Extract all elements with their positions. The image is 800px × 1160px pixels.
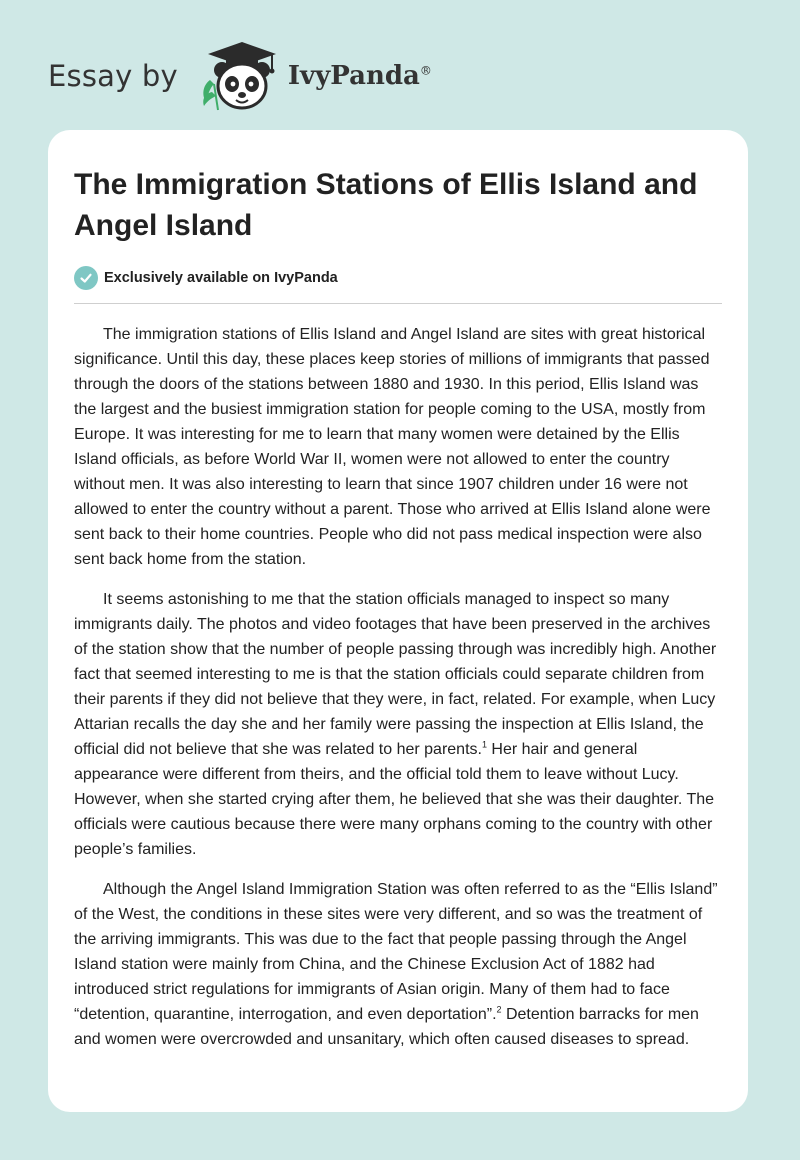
checkmark-icon: [74, 266, 98, 290]
paragraph-text: Detention barracks for men and women were overcrowded and unsanitary, which often caused diseases to spread.: [74, 1006, 699, 1048]
paragraph-text: Although the Angel Island Immigration Station was often referred to as the “Ellis Island” of the West, the conditions in these sites were very different, and so was the treatment of the arriving immigrants. This was due to the fact that people passing through the Angel Island station were mainly from China, and the Chinese Exclusion Act of 1882 had introduced strict regulations for immigrants of Asian origin. Many of them had to face “detention, quarantine, interrogation, and even deportation”.: [74, 881, 718, 1023]
panda-mascot-icon: [192, 40, 282, 112]
essay-title: The Immigration Stations of Ellis Island and Angel Island: [74, 168, 698, 242]
footnote-ref-1[interactable]: 1: [481, 739, 487, 750]
ivypanda-logo[interactable]: [192, 40, 432, 112]
paragraph-3: [74, 877, 722, 1052]
paragraph-text: It seems astonishing to me that the station officials managed to inspect so many immigrants daily. The photos and video footages that have been preserved in the archives of the station show that the number of people passing through was incredibly high. Another fact that seemed interesting to me is that the station officials could separate children from their parents if they did not believe that they were, in fact, related. For example, when Lucy Attarian recalls the day she and her family were passing the inspection at Ellis Island, the official did not believe that she was related to her parents.: [74, 591, 717, 758]
paragraph-2: [74, 587, 722, 862]
paragraph-text: Her hair and general appearance were different from theirs, and the official told them to leave without Lucy. However, when she started crying after them, he believed that she was their daughter. The officials were cautious because there were many orphans coming to the country with other people’s families.: [74, 741, 715, 858]
divider: [74, 303, 722, 304]
exclusive-badge-label: Exclusively available on IvyPanda: [104, 270, 338, 286]
essay-card: [48, 130, 748, 1112]
footnote-ref-2[interactable]: 2: [496, 1004, 502, 1015]
exclusive-badge: [74, 266, 722, 290]
brand-name: IvyPanda: [287, 61, 420, 91]
registered-mark: ®: [419, 63, 432, 78]
site-header: [48, 36, 432, 116]
paragraph-1: The immigration stations of Ellis Island and Angel Island are sites with great historical significance. Until this day, these places keep stories of millions of immigrants that passed through the doors of the stations between 1880 and 1930. In this period, Ellis Island was the largest and the busiest immigration station for people coming to the USA, mostly from Europe. It was interesting for me to learn that many women were detained by the Ellis Island officials, as before World War II, women were not allowed to enter the country without men. It was also interesting to learn that since 1907 children under 16 were not allowed to enter the country without a parent. Those who arrived at Ellis Island alone were sent back to their home countries. People who did not pass medical inspection were also sent back home from the station.: [74, 326, 711, 568]
essay-by-label: Essay by: [48, 59, 178, 93]
